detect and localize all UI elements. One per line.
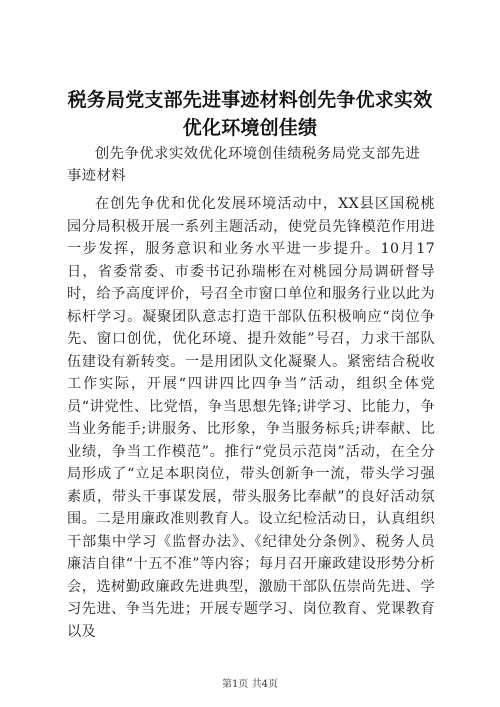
- document-title: 税务局党支部先进事迹材料创先争优求实效优化环境创佳绩: [67, 89, 433, 139]
- document-body-paragraph: 在创先争优和优化发展环境活动中，XX县区国税桃园分局积极开展一系列主题活动，使党员先锋模范作用进一步发挥，服务意识和业务水平进一步提升。10月17日，省委常委、市委书记孙瑞彬在对桃园分局调研督导时，给予高度评价，号召全市窗口单位和服务行业以此为标杆学习。凝聚团队意志打造干部队伍积极响应“岗位争先、窗口创优，优化环境、提升效能”号召，力求干部队伍建设有新转变。一是用团队文化凝聚人。紧密结合税收工作实际，开展“四讲四比四争当”活动，组织全体党员“讲党性、比党悟，争当思想先锋;讲学习、比能力，争当业务能手;讲服务、比形象，争当服务标兵;讲奉献、比业绩，争当工作模范”。推行“党员示范岗”活动，在全分局形成了“立足本职岗位，带头创新争一流，带头学习强素质，带头干事谋发展，带头服务比奉献”的良好活动氛围。二是用廉政准则教育人。设立纪检活动日，认真组织干部集中学习《监督办法》、《纪律处分条例》、税务人员廉洁自律“十五不准”等内容；每月召开廉政建设形势分析会，选树勤政廉政先进典型，激励干部队伍崇尚先进、学习先进、争当先进；开展专题学习、岗位教育、党课教育以及: [67, 196, 435, 640]
- page-number-footer: 第1页 共4页: [222, 679, 278, 690]
- document-subtitle: 创先争优求实效优化环境创佳绩税务局党支部先进事迹材料: [67, 146, 421, 184]
